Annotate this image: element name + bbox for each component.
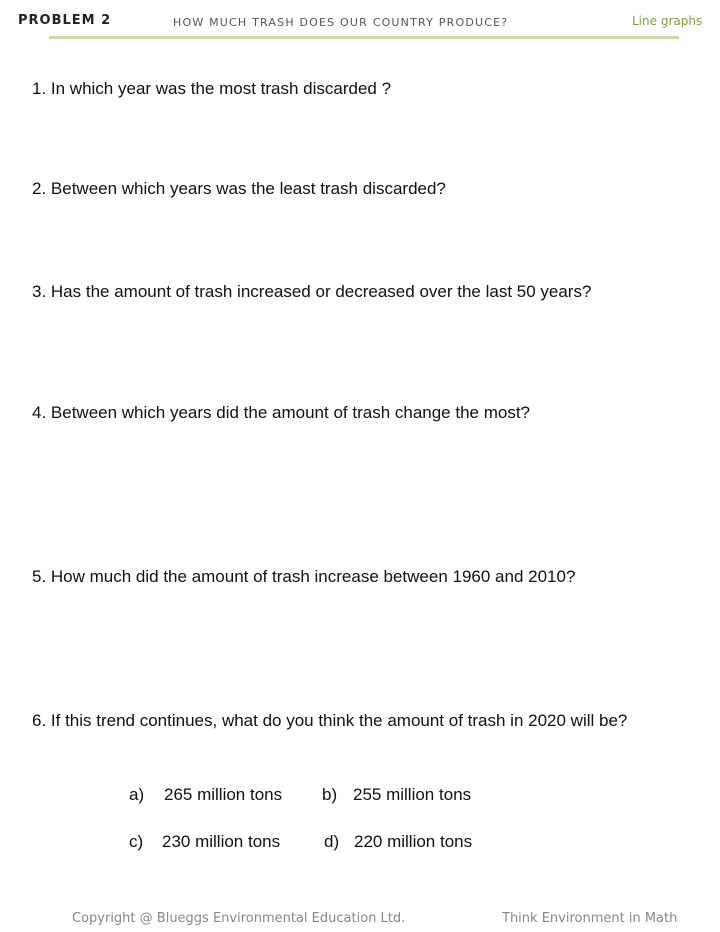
footer-tagline: Think Environment in Math — [502, 911, 678, 926]
question-5: 5. How much did the amount of trash increase between 1960 and 2010? — [32, 567, 576, 586]
answer-option-a — [129, 785, 282, 805]
option-letter: b) — [322, 785, 338, 804]
question-1: 1. In which year was the most trash discarded ? — [32, 79, 392, 98]
answer-option-b — [322, 785, 471, 805]
option-letter: a) — [129, 785, 145, 804]
answer-option-d — [324, 832, 472, 852]
option-letter: d) — [324, 832, 340, 851]
option-text: 230 million tons — [162, 832, 281, 851]
option-text: 265 million tons — [164, 785, 283, 804]
question-3: 3. Has the amount of trash increased or decreased over the last 50 years? — [32, 282, 592, 301]
worksheet-title: HOW MUCH TRASH DOES OUR COUNTRY PRODUCE? — [173, 16, 509, 29]
footer-copyright: Copyright @ Blueggs Environmental Education Ltd. — [72, 911, 406, 926]
page-header — [0, 0, 720, 40]
option-letter: c) — [129, 832, 144, 851]
option-text: 220 million tons — [354, 832, 473, 851]
answer-option-c — [129, 832, 280, 852]
option-text: 255 million tons — [353, 785, 472, 804]
topic-label: Line graphs — [632, 14, 703, 28]
problem-label: PROBLEM 2 — [18, 13, 112, 28]
question-4: 4. Between which years did the amount of trash change the most? — [32, 403, 531, 422]
header-divider — [49, 36, 679, 39]
question-6: 6. If this trend continues, what do you think the amount of trash in 2020 will be? — [32, 711, 628, 730]
question-2: 2. Between which years was the least trash discarded? — [32, 179, 446, 198]
